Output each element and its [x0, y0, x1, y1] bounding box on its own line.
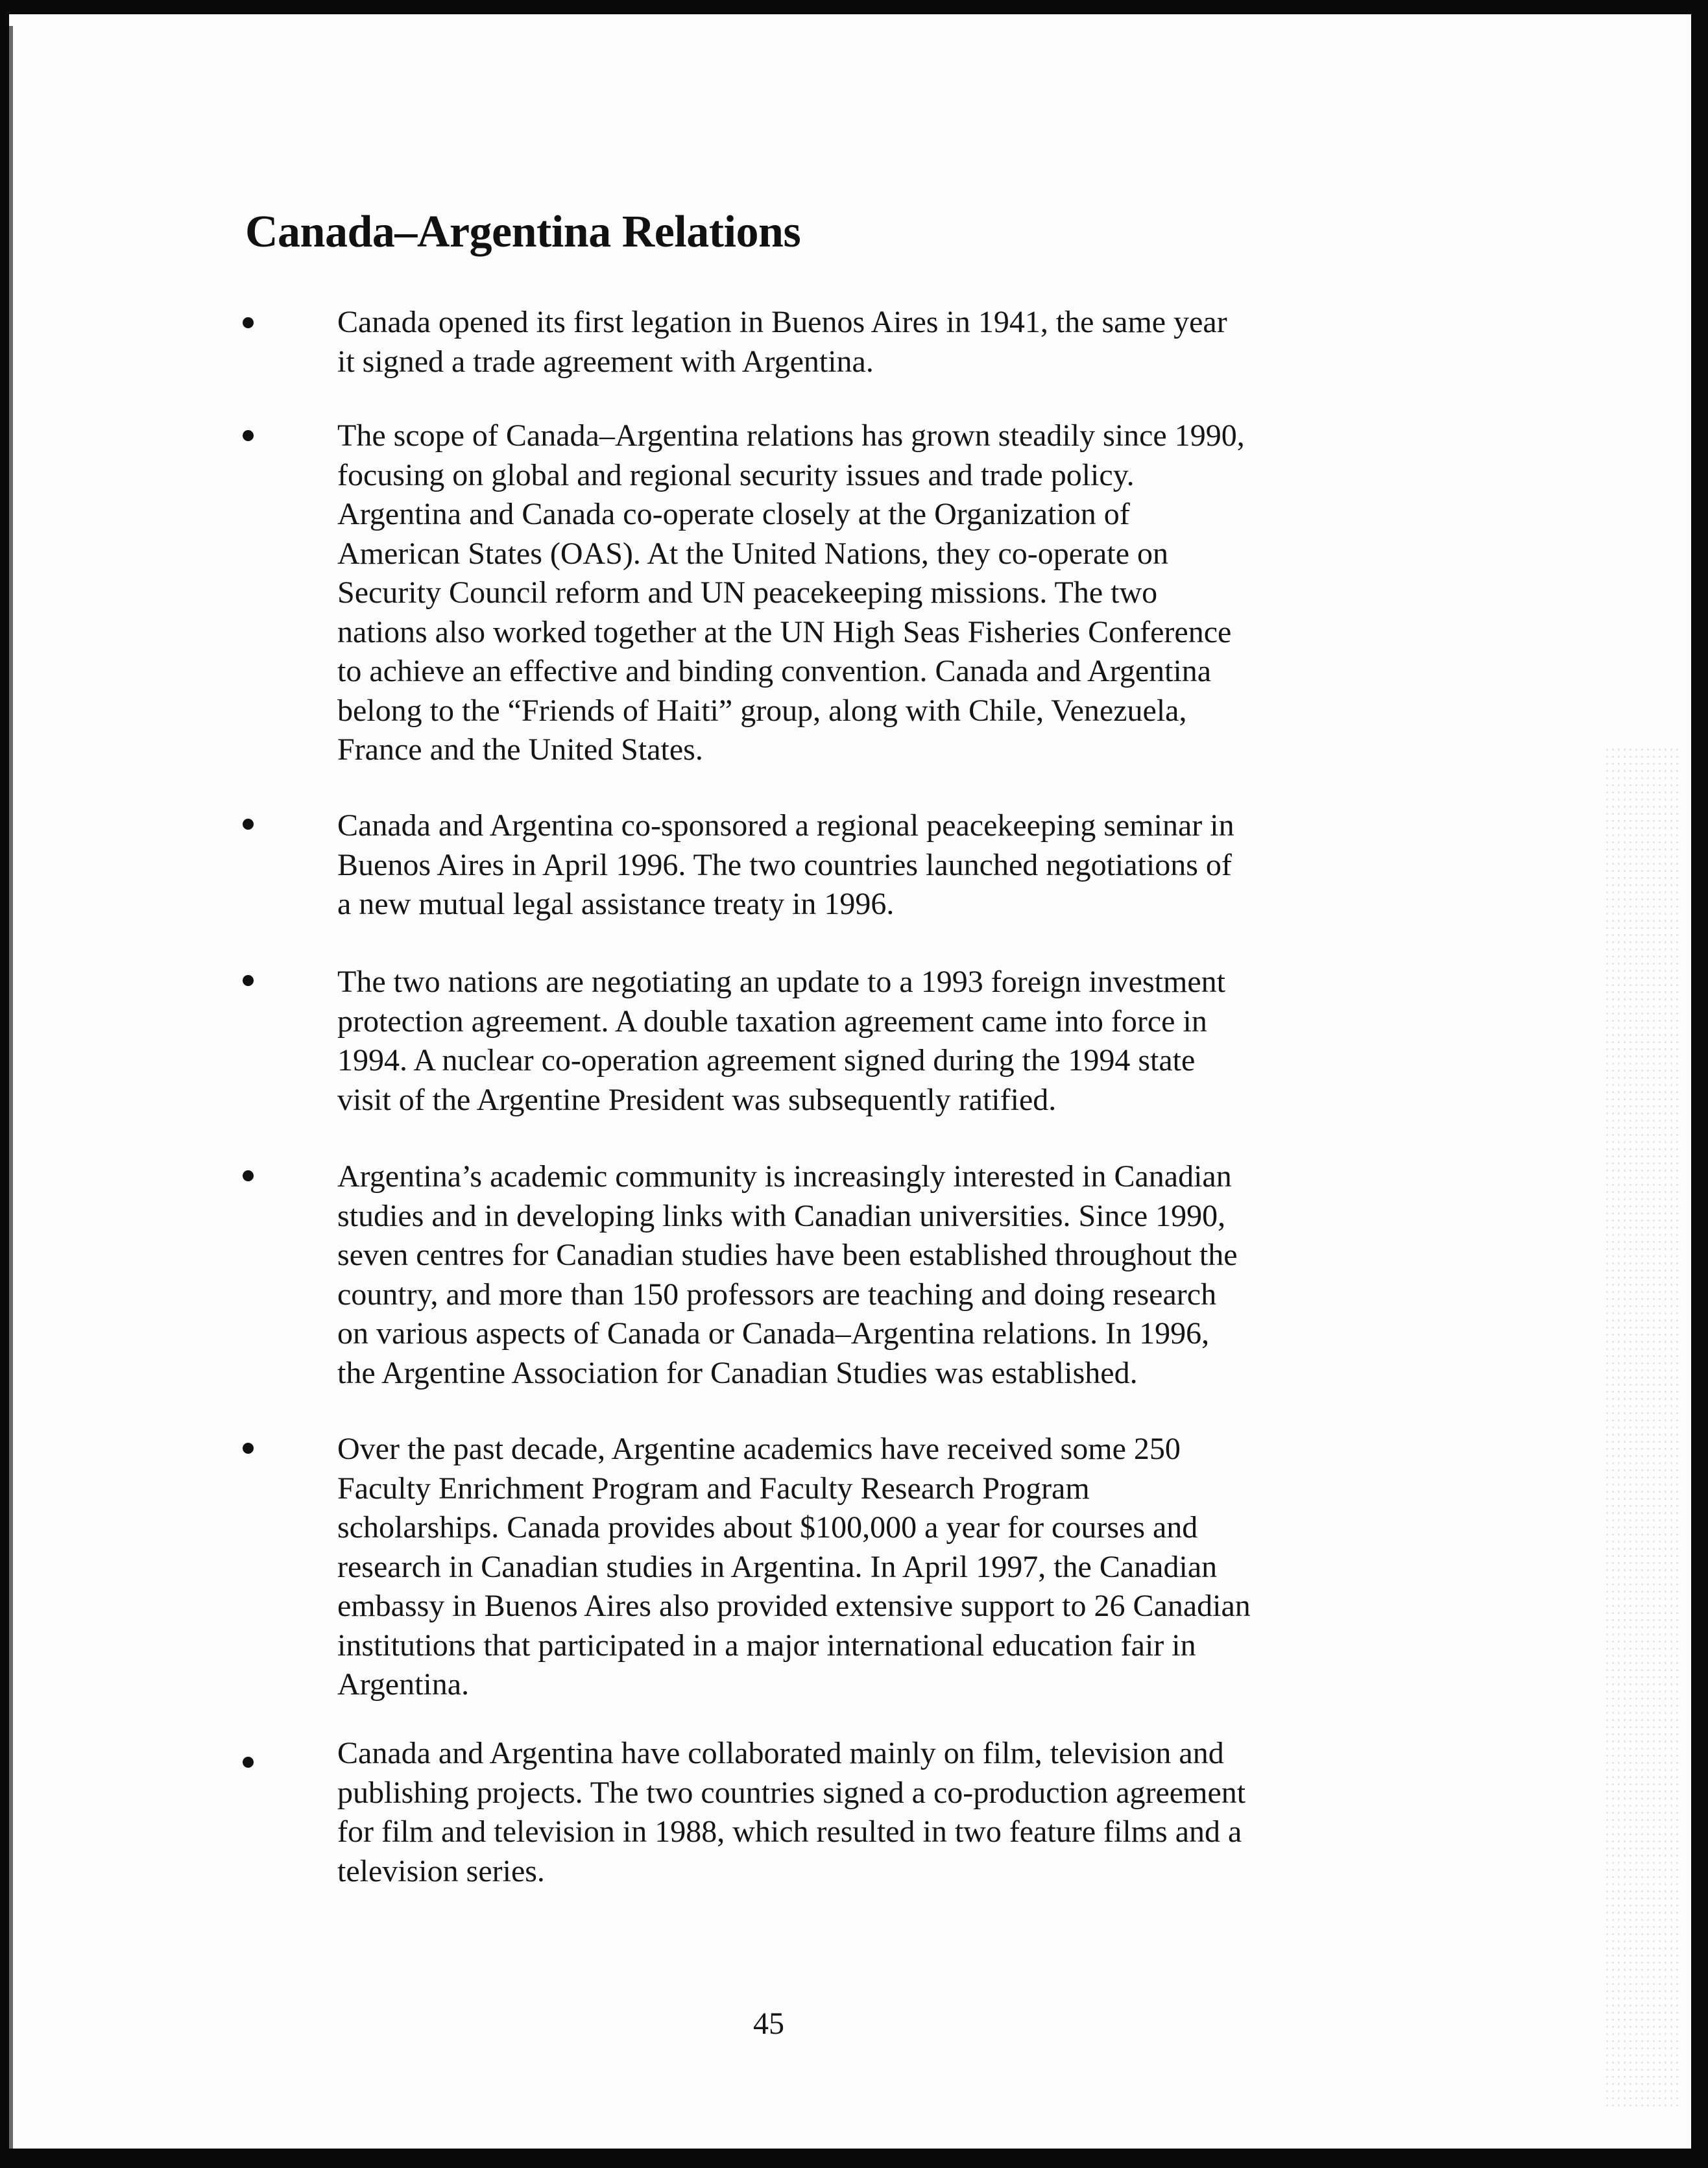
- scan-noise: [1604, 746, 1682, 2108]
- scan-border-left: [0, 0, 9, 2168]
- text-line: belong to the “Friends of Haiti” group, along with Chile, Venezuela,: [337, 693, 1187, 728]
- text-line: studies and in developing links with Canadian universities. Since 1990,: [337, 1198, 1226, 1233]
- text-line: Argentina’s academic community is increasingly interested in Canadian: [337, 1159, 1232, 1194]
- scan-page-edge-left: [9, 26, 13, 2154]
- bullet-text: [337, 1734, 1323, 1891]
- bullet-icon: [243, 1757, 254, 1768]
- page-title: Canada–Argentina Relations: [245, 207, 801, 257]
- bullet-text: [337, 303, 1323, 381]
- text-line: Security Council reform and UN peacekeeping missions. The two: [337, 575, 1158, 610]
- text-line: on various aspects of Canada or Canada–Argentina relations. In 1996,: [337, 1316, 1210, 1351]
- text-line: Canada and Argentina co-sponsored a regional peacekeeping seminar in: [337, 808, 1234, 843]
- text-line: the Argentine Association for Canadian Studies was established.: [337, 1355, 1138, 1390]
- scan-border-top: [0, 0, 1708, 14]
- text-line: to achieve an effective and binding convention. Canada and Argentina: [337, 654, 1212, 688]
- text-line: Over the past decade, Argentine academics have received some 250: [337, 1432, 1181, 1466]
- bullet-text: [337, 416, 1323, 770]
- bullet-text: [337, 963, 1323, 1120]
- text-line: embassy in Buenos Aires also provided extensive support to 26 Canadian: [337, 1589, 1251, 1623]
- text-line: visit of the Argentine President was subsequently ratified.: [337, 1082, 1057, 1117]
- text-line: a new mutual legal assistance treaty in 1996.: [337, 887, 895, 921]
- page-number: 45: [753, 2006, 784, 2041]
- scan-border-right: [1691, 0, 1708, 2168]
- text-line: protection agreement. A double taxation agreement came into force in: [337, 1004, 1207, 1039]
- text-line: for film and television in 1988, which resulted in two feature films and a: [337, 1814, 1242, 1849]
- text-line: Canada opened its first legation in Buenos Aires in 1941, the same year: [337, 305, 1227, 339]
- text-line: research in Canadian studies in Argentina. In April 1997, the Canadian: [337, 1549, 1218, 1584]
- text-line: Argentina.: [337, 1667, 470, 1702]
- bullet-icon: [243, 430, 254, 441]
- bullet-icon: [243, 317, 254, 328]
- text-line: focusing on global and regional security issues and trade policy.: [337, 457, 1135, 492]
- text-line: nations also worked together at the UN High Seas Fisheries Conference: [337, 614, 1232, 649]
- text-line: The scope of Canada–Argentina relations has grown steadily since 1990,: [337, 418, 1245, 453]
- bullet-icon: [243, 1170, 254, 1181]
- text-line: country, and more than 150 professors are teaching and doing research: [337, 1277, 1217, 1312]
- text-line: Faculty Enrichment Program and Faculty Research Program: [337, 1471, 1090, 1506]
- text-line: seven centres for Canadian studies have been established throughout the: [337, 1238, 1238, 1272]
- text-line: Buenos Aires in April 1996. The two countries launched negotiations of: [337, 847, 1232, 882]
- text-line: institutions that participated in a major international education fair in: [337, 1628, 1196, 1663]
- text-line: scholarships. Canada provides about $100,000 a year for courses and: [337, 1510, 1198, 1545]
- bullet-text: [337, 806, 1323, 924]
- bullet-icon: [243, 819, 254, 830]
- text-line: it signed a trade agreement with Argentina.: [337, 344, 874, 379]
- text-line: The two nations are negotiating an update to a 1993 foreign investment: [337, 965, 1225, 999]
- text-line: American States (OAS). At the United Nations, they co-operate on: [337, 536, 1168, 571]
- bullet-icon: [243, 975, 254, 986]
- text-line: 1994. A nuclear co-operation agreement signed during the 1994 state: [337, 1043, 1196, 1078]
- text-line: television series.: [337, 1853, 545, 1888]
- scan-border-bottom: [0, 2149, 1708, 2168]
- bullet-text: [337, 1430, 1323, 1705]
- bullet-icon: [243, 1443, 254, 1454]
- text-line: publishing projects. The two countries signed a co-production agreement: [337, 1775, 1246, 1810]
- text-line: Canada and Argentina have collaborated mainly on film, television and: [337, 1736, 1224, 1770]
- bullet-text: [337, 1157, 1323, 1393]
- text-line: France and the United States.: [337, 732, 703, 767]
- text-line: Argentina and Canada co-operate closely at the Organization of: [337, 497, 1130, 531]
